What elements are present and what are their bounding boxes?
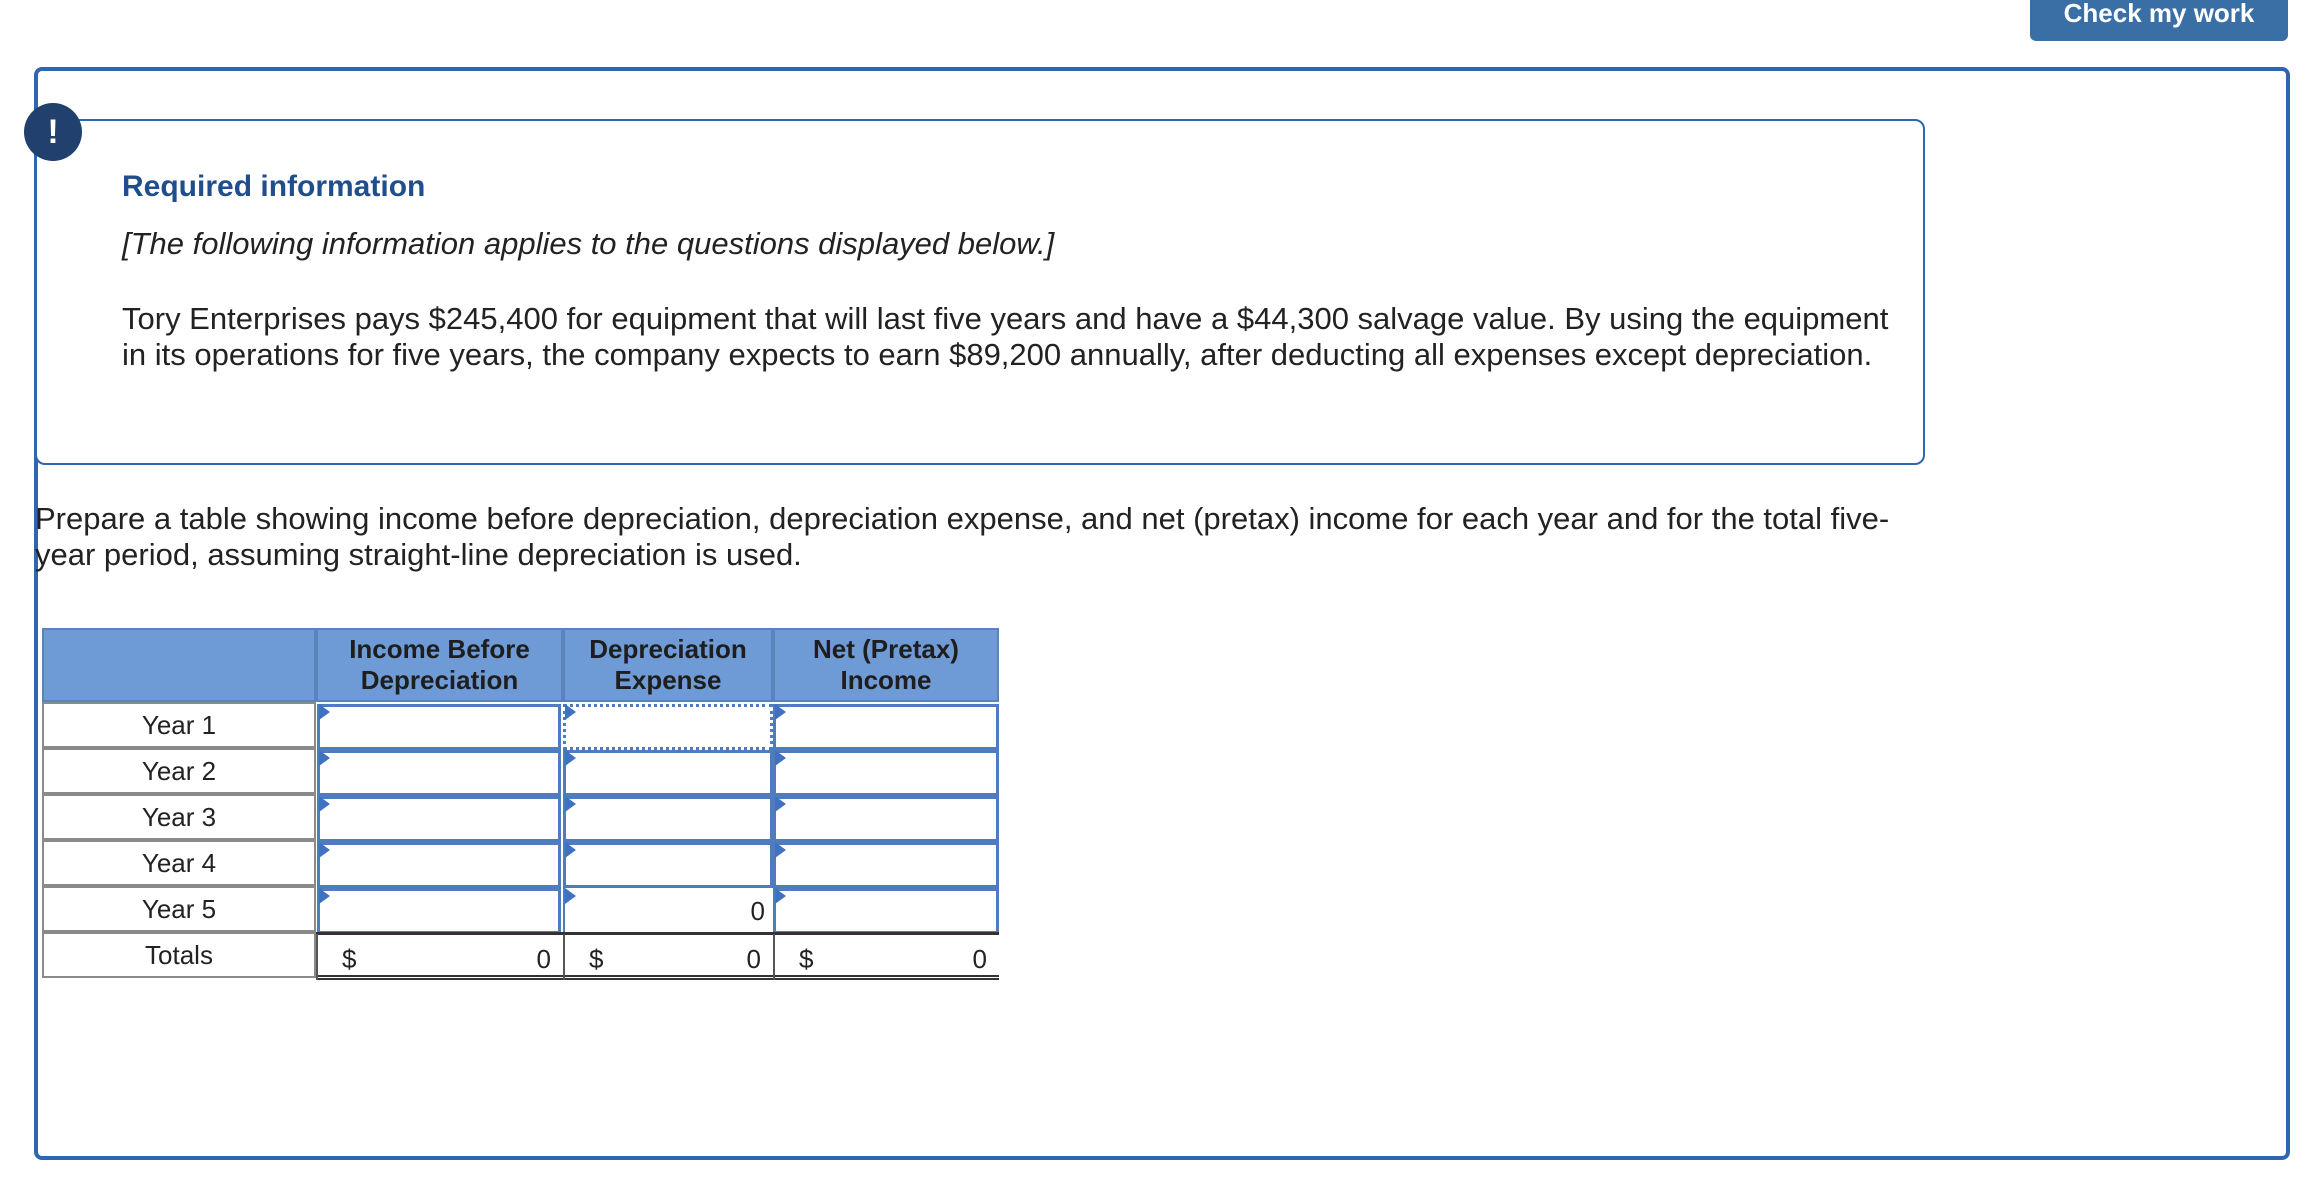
- header-label: Net (Pretax) Income: [813, 634, 959, 695]
- question-text: Prepare a table showing income before depreciation, depreciation expense, and net (pretax) income for each year and for the total five-year period, assuming straight-line depreciation is used.: [35, 501, 1890, 572]
- year-5-income-before-depreciation-input[interactable]: [317, 888, 561, 934]
- year-2-income-before-depreciation-input[interactable]: [317, 750, 561, 796]
- total-value: 0: [746, 944, 761, 974]
- row-label-year-2: Year 2: [42, 748, 316, 794]
- input-flag-icon: [775, 888, 786, 904]
- total-value: 0: [972, 944, 987, 974]
- input-flag-icon: [775, 842, 786, 858]
- header-blank-cell: [42, 628, 316, 702]
- year-2-net-pretax-income-input[interactable]: [773, 750, 999, 796]
- year-3-net-pretax-income-input[interactable]: [773, 796, 999, 842]
- input-flag-icon: [775, 750, 786, 766]
- year-1-depreciation-expense-input[interactable]: [563, 704, 773, 750]
- total-value: 0: [536, 944, 551, 974]
- currency-symbol: $: [342, 944, 357, 974]
- header-depreciation-expense: [563, 628, 773, 702]
- total-depreciation-expense: [563, 934, 773, 978]
- year-1-net-pretax-income-input[interactable]: [773, 704, 999, 750]
- input-flag-icon: [319, 704, 330, 720]
- year-5-net-pretax-income-input[interactable]: [773, 888, 999, 934]
- total-net-pretax-income: [773, 934, 999, 978]
- currency-symbol: $: [589, 944, 604, 974]
- input-flag-icon: [565, 888, 576, 904]
- input-flag-icon: [565, 704, 576, 720]
- row-label-totals: Totals: [42, 932, 316, 978]
- info-body: Tory Enterprises pays $245,400 for equipment that will last five years and have a $44,300 salvage value. By using the equipment in its operations for five years, the company expects to earn $89,200 annually, after deducting all expenses except depreciation.: [122, 301, 1889, 372]
- year-3-depreciation-expense-input[interactable]: [563, 796, 773, 842]
- input-flag-icon: [319, 750, 330, 766]
- year-1-income-before-depreciation-input[interactable]: [317, 704, 561, 750]
- row-label-year-4: Year 4: [42, 840, 316, 886]
- info-title: Required information: [122, 170, 426, 203]
- column-divider: [563, 934, 565, 980]
- input-flag-icon: [319, 842, 330, 858]
- header-net-pretax-income: [773, 628, 999, 702]
- input-flag-icon: [565, 796, 576, 812]
- currency-symbol: $: [799, 944, 814, 974]
- year-4-net-pretax-income-input[interactable]: [773, 842, 999, 888]
- info-subtitle: [The following information applies to the questions displayed below.]: [122, 226, 1055, 261]
- header-income-before-depreciation: [316, 628, 563, 702]
- alert-icon: !: [24, 103, 82, 161]
- input-flag-icon: [565, 750, 576, 766]
- input-flag-icon: [319, 796, 330, 812]
- row-label-year-3: Year 3: [42, 794, 316, 840]
- input-flag-icon: [775, 796, 786, 812]
- row-label-year-5: Year 5: [42, 886, 316, 932]
- input-flag-icon: [775, 704, 786, 720]
- input-flag-icon: [565, 842, 576, 858]
- total-income-before-depreciation: [316, 934, 563, 978]
- year-5-depreciation-expense-value: 0: [563, 888, 773, 934]
- year-4-income-before-depreciation-input[interactable]: [317, 842, 561, 888]
- check-my-work-button[interactable]: Check my work: [2030, 0, 2288, 41]
- row-label-year-1: Year 1: [42, 702, 316, 748]
- depreciation-table: [42, 628, 999, 980]
- column-divider: [773, 934, 775, 980]
- year-3-income-before-depreciation-input[interactable]: [317, 796, 561, 842]
- year-4-depreciation-expense-input[interactable]: [563, 842, 773, 888]
- year-2-depreciation-expense-input[interactable]: [563, 750, 773, 796]
- input-flag-icon: [319, 888, 330, 904]
- header-label: Depreciation Expense: [589, 634, 747, 695]
- column-divider: [316, 934, 318, 980]
- header-label: Income Before Depreciation: [349, 634, 530, 695]
